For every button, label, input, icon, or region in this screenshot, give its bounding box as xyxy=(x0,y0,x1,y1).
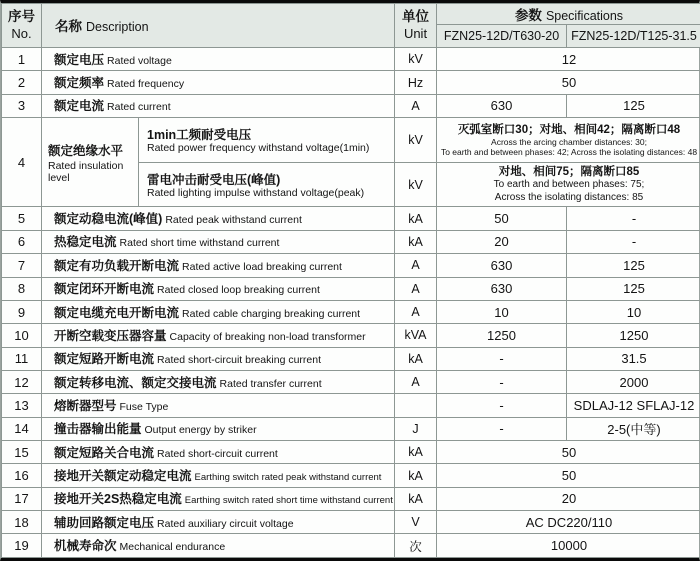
insulation-sub2-value xyxy=(437,162,700,207)
row-unit: kA xyxy=(395,487,437,510)
row-value-model2: - xyxy=(567,230,700,253)
row-no: 19 xyxy=(2,534,42,558)
row-value: 20 xyxy=(437,487,700,510)
table-row xyxy=(2,300,700,323)
header-unit xyxy=(395,4,437,48)
row-name-en: Rated short-circuit current xyxy=(157,447,278,460)
row-value-model1: 630 xyxy=(437,277,567,300)
row-unit: kA xyxy=(395,207,437,230)
row-name xyxy=(42,324,395,347)
row-no: 3 xyxy=(2,94,42,117)
row-name-en: Earthing switch rated short time withstand current xyxy=(184,495,393,507)
row-no: 10 xyxy=(2,324,42,347)
table-row xyxy=(2,370,700,393)
row-unit: kV xyxy=(395,48,437,71)
table-row xyxy=(2,417,700,440)
table-row xyxy=(2,487,700,510)
row-value: 50 xyxy=(437,441,700,464)
row-no: 1 xyxy=(2,48,42,71)
row-value-model2: 125 xyxy=(567,254,700,277)
insulation-sub1-en: Rated power frequency withstand voltage(1min) xyxy=(147,142,370,155)
row-name-zh: 撞击器输出能量 xyxy=(54,422,142,437)
row-value-model2: 125 xyxy=(567,277,700,300)
row-unit: V xyxy=(395,511,437,534)
row-name-en: Rated closed loop breaking current xyxy=(157,284,320,297)
spec-table xyxy=(1,3,700,558)
row-name-en: Rated active load breaking current xyxy=(182,260,342,273)
row-name-en: Rated cable charging breaking current xyxy=(182,307,361,320)
row-name-en: Earthing switch rated peak withstand current xyxy=(194,472,382,484)
row-no: 17 xyxy=(2,487,42,510)
insulation-sub1-value-zh: 灭弧室断口30；对地、相间42；隔离断口48 xyxy=(457,123,681,136)
row-no: 2 xyxy=(2,71,42,94)
row-name xyxy=(42,487,395,510)
row-name-en: Capacity of breaking non-load transformer xyxy=(169,330,366,343)
table-row xyxy=(2,534,700,558)
row-no: 7 xyxy=(2,254,42,277)
row-unit: kA xyxy=(395,230,437,253)
insulation-sub2-value-en1: To earth and between phases: 75; xyxy=(493,179,645,191)
row-unit: kVA xyxy=(395,324,437,347)
row-name-en: Rated auxiliary circuit voltage xyxy=(157,517,294,530)
row-no: 11 xyxy=(2,347,42,370)
row-name-zh: 机械寿命次 xyxy=(54,539,117,554)
insulation-group-label xyxy=(42,118,139,207)
header-no-en: No. xyxy=(11,25,32,41)
row-value: 50 xyxy=(437,464,700,487)
insulation-group-zh: 额定绝缘水平 xyxy=(48,143,124,158)
row-value: 50 xyxy=(437,71,700,94)
row-name-zh: 额定转移电流、额定交接电流 xyxy=(54,375,217,390)
row-name xyxy=(42,300,395,323)
row-no: 16 xyxy=(2,464,42,487)
row-value-model1: 1250 xyxy=(437,324,567,347)
table-row xyxy=(2,464,700,487)
table-row xyxy=(2,71,700,94)
row-value: AC DC220/110 xyxy=(437,511,700,534)
row-no: 5 xyxy=(2,207,42,230)
row-no: 8 xyxy=(2,277,42,300)
row-name-en: Rated short-circuit breaking current xyxy=(157,354,322,367)
row-value-model2: 1250 xyxy=(567,324,700,347)
table-row xyxy=(2,277,700,300)
row-name-zh: 额定电缆充电开断电流 xyxy=(54,305,180,320)
row-name-en: Rated voltage xyxy=(107,54,172,67)
row-name-zh: 额定动稳电流(峰值) xyxy=(54,212,163,227)
row-name xyxy=(42,48,395,71)
row-value-model2: 2000 xyxy=(567,370,700,393)
row-no: 6 xyxy=(2,230,42,253)
table-row xyxy=(2,441,700,464)
row-name xyxy=(42,94,395,117)
row-unit: kV xyxy=(395,118,437,163)
row-name xyxy=(42,71,395,94)
row-name xyxy=(42,254,395,277)
row-name-en: Rated current xyxy=(107,101,171,114)
row-name-zh: 接地开关额定动稳定电流 xyxy=(54,469,192,484)
table-row xyxy=(2,254,700,277)
row-name xyxy=(42,277,395,300)
insulation-group-en: Rated insulation level xyxy=(48,159,124,184)
row-name xyxy=(42,347,395,370)
table-row xyxy=(2,207,700,230)
row-name-zh: 额定闭环开断电流 xyxy=(54,282,155,297)
row-value-model1: 20 xyxy=(437,230,567,253)
row-value-model1: 50 xyxy=(437,207,567,230)
row-unit xyxy=(395,394,437,417)
header-specs-en: Specifications xyxy=(545,9,624,23)
row-name xyxy=(42,394,395,417)
insulation-sub2-name xyxy=(139,162,395,207)
row-unit: A xyxy=(395,254,437,277)
row-value-model1: 630 xyxy=(437,254,567,277)
header-description xyxy=(42,4,395,48)
insulation-sub1-value-en2: To earth and between phases: 42; Across the isolating distances: 48 xyxy=(440,147,698,158)
row-name xyxy=(42,441,395,464)
row-name-zh: 辅助回路额定电压 xyxy=(54,515,155,530)
row-name xyxy=(42,207,395,230)
row-no: 18 xyxy=(2,511,42,534)
row-name-en: Rated frequency xyxy=(107,78,185,91)
insulation-sub1-value xyxy=(437,118,700,163)
row-name-zh: 额定有功负载开断电流 xyxy=(54,258,180,273)
row-name-zh: 熔断器型号 xyxy=(54,399,117,413)
insulation-sub1-zh: 1min工频耐受电压 xyxy=(147,128,252,143)
row-name-zh: 额定频率 xyxy=(54,76,105,91)
row-name-zh: 额定电压 xyxy=(54,52,105,67)
row-name-en: Output energy by striker xyxy=(144,424,257,437)
row-no: 12 xyxy=(2,370,42,393)
row-value: 10000 xyxy=(437,534,700,558)
row-name-en: Rated short time withstand current xyxy=(119,237,280,250)
insulation-sub2-en: Rated lighting impulse withstand voltage(peak) xyxy=(147,186,365,199)
row-name-zh: 开断空载变压器容量 xyxy=(54,328,167,343)
table-row xyxy=(2,230,700,253)
row-name xyxy=(42,370,395,393)
row-unit: kA xyxy=(395,441,437,464)
row-name-en: Fuse Type xyxy=(119,401,169,413)
row-no: 9 xyxy=(2,300,42,323)
insulation-sub2-zh: 雷电冲击耐受电压(峰值) xyxy=(147,172,281,187)
row-name-zh: 额定短路开断电流 xyxy=(54,352,155,367)
insulation-sub1-name xyxy=(139,118,395,163)
row-value-model2: SDLAJ-12 SFLAJ-12 xyxy=(567,394,700,417)
header-unit-zh: 单位 xyxy=(402,8,429,24)
row-name xyxy=(42,511,395,534)
insulation-sub2-value-zh: 对地、相间75；隔离断口85 xyxy=(498,165,640,178)
header-model-1: FZN25-12D/T630-20 xyxy=(437,25,567,48)
row-name-en: Rated peak withstand current xyxy=(165,214,302,227)
row-value-model2: 31.5 xyxy=(567,347,700,370)
row-value-model1: - xyxy=(437,370,567,393)
row-value-model1: - xyxy=(437,417,567,440)
table-row xyxy=(2,394,700,417)
row-unit: kV xyxy=(395,162,437,207)
row-value-model1: - xyxy=(437,347,567,370)
table-row xyxy=(2,511,700,534)
row-value-model2: - xyxy=(567,207,700,230)
row-name-zh: 额定短路关合电流 xyxy=(54,445,155,460)
row-name xyxy=(42,534,395,558)
table-row xyxy=(2,324,700,347)
row-unit: A xyxy=(395,300,437,323)
header-specs-zh: 参数 xyxy=(514,8,542,23)
table-row xyxy=(2,48,700,71)
insulation-sub2-value-en2: Across the isolating distances: 85 xyxy=(494,191,644,203)
header-no-zh: 序号 xyxy=(8,8,35,24)
row-no: 15 xyxy=(2,441,42,464)
row-value-model1: 10 xyxy=(437,300,567,323)
row-name-en: Rated transfer current xyxy=(219,377,322,390)
header-description-en: Description xyxy=(86,20,149,34)
table-row xyxy=(2,94,700,117)
row-unit: kA xyxy=(395,347,437,370)
table-header xyxy=(2,4,700,48)
header-description-zh: 名称 xyxy=(55,19,82,34)
insulation-sub1-value-en1: Across the arcing chamber distances: 30; xyxy=(491,136,647,147)
row-name-zh: 热稳定电流 xyxy=(54,235,117,250)
header-model-2: FZN25-12D/T125-31.5 xyxy=(567,25,700,48)
row-unit: A xyxy=(395,94,437,117)
header-no xyxy=(2,4,42,48)
row-no: 4 xyxy=(2,118,42,207)
row-unit: 次 xyxy=(395,534,437,558)
row-no: 13 xyxy=(2,394,42,417)
row-no: 14 xyxy=(2,417,42,440)
row-unit: A xyxy=(395,370,437,393)
row-name xyxy=(42,230,395,253)
row-value-model2: 10 xyxy=(567,300,700,323)
row-name xyxy=(42,464,395,487)
row-name-en: Mechanical endurance xyxy=(119,541,226,554)
header-unit-en: Unit xyxy=(403,25,428,41)
row-unit: J xyxy=(395,417,437,440)
row-value-model1: 630 xyxy=(437,94,567,117)
row-value: 12 xyxy=(437,48,700,71)
row-name xyxy=(42,417,395,440)
row-value-model1: - xyxy=(437,394,567,417)
table-row xyxy=(2,347,700,370)
row-value-model2: 125 xyxy=(567,94,700,117)
row-name-zh: 接地开关2S热稳定电流 xyxy=(54,492,182,507)
table-row-insulation-1 xyxy=(2,118,700,163)
row-unit: kA xyxy=(395,464,437,487)
row-value-model2: 2-5(中等) xyxy=(567,417,700,440)
row-name-zh: 额定电流 xyxy=(54,99,105,114)
row-unit: Hz xyxy=(395,71,437,94)
header-specifications xyxy=(437,4,700,25)
row-unit: A xyxy=(395,277,437,300)
